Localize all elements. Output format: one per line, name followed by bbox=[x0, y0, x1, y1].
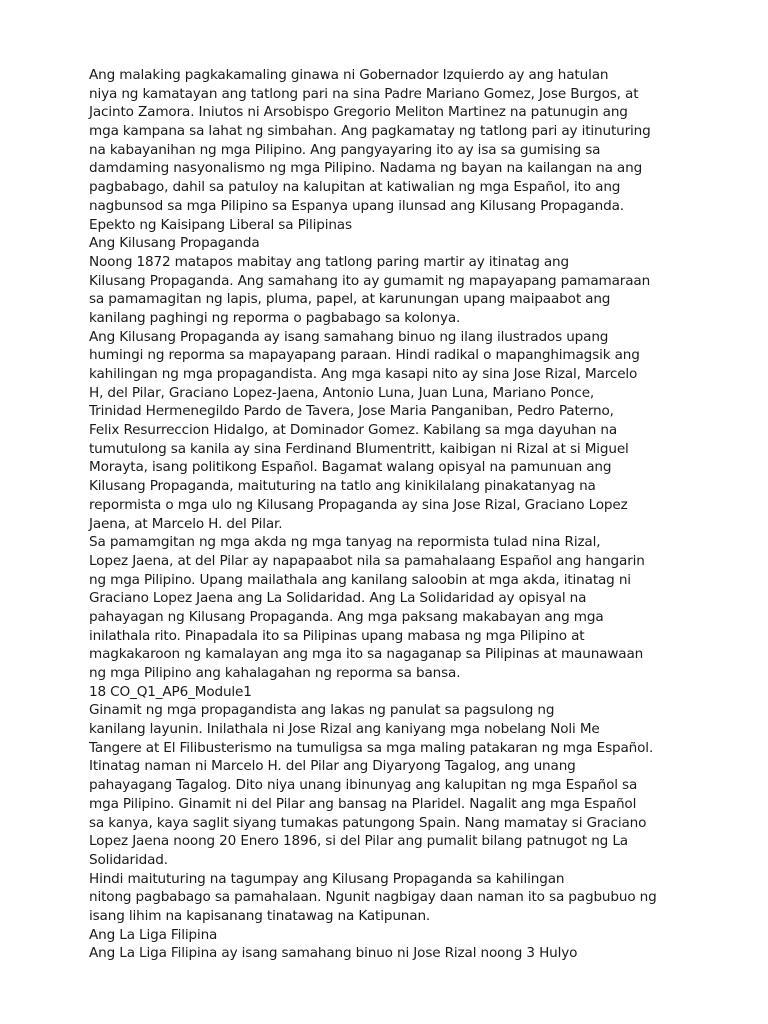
text-line: inilathala rito. Pinapadala ito sa Pilipinas upang mabasa ng mga Pilipino at bbox=[89, 627, 585, 644]
text-line: Tangere at El Filibusterismo na tumuligsa sa mga maling patakaran ng mga Español. bbox=[89, 739, 654, 756]
text-line: pagbabago, dahil sa patuloy na kalupitan at katiwalian ng mga Español, ito ang bbox=[89, 179, 621, 196]
text-line: Ang La Liga Filipina ay isang samahang binuo ni Jose Rizal noong 3 Hulyo bbox=[89, 945, 578, 962]
text-line: Solidaridad. bbox=[89, 851, 168, 868]
text-line: Lopez Jaena noong 20 Enero 1896, si del Pilar ang pumalit bilang patnugot ng La bbox=[89, 833, 628, 850]
text-line: tumutulong sa kanila ay sina Ferdinand Blumentritt, kaibigan ni Rizal at si Miguel bbox=[89, 440, 629, 457]
text-line: kahilingan ng mga propagandista. Ang mga kasapi nito ay sina Jose Rizal, Marcelo bbox=[89, 366, 638, 382]
text-line: repormista o mga ulo ng Kilusang Propaganda ay sina Jose Rizal, Graciano Lopez bbox=[89, 496, 628, 513]
text-line: sa kanya, kaya saglit siyang tumakas patungong Spain. Nang mamatay si Graciano bbox=[89, 814, 647, 831]
text-line: Jacinto Zamora. Iniutos ni Arsobispo Gregorio Meliton Martinez na patunugin ang bbox=[89, 104, 628, 121]
text-line: niya ng kamatayan ang tatlong pari na sina Padre Mariano Gomez, Jose Burgos, at bbox=[89, 85, 639, 102]
text-line: Felix Resurreccion Hidalgo, at Dominador Gomez. Kabilang sa mga dayuhan na bbox=[89, 422, 618, 439]
text-line: mga kampana sa lahat ng simbahan. Ang pagkamatay ng tatlong pari ay itinuturing bbox=[89, 123, 651, 140]
text-line: mga Pilipino. Ginamit ni del Pilar ang bansag na Plaridel. Nagalit ang mga Español bbox=[89, 795, 637, 812]
text-line: damdaming nasyonalismo ng mga Pilipino. Nadama ng bayan na kailangan na ang bbox=[89, 160, 643, 177]
text-line: nagbunsod sa mga Pilipino sa Espanya upang ilunsad ang Kilusang Propaganda. bbox=[89, 197, 624, 214]
text-line: Sa pamamgitan ng mga akda ng mga tanyag na repormista tulad nina Rizal, bbox=[89, 534, 601, 551]
text-line: magkakaroon ng kamalayan ang mga ito sa nagaganap sa Pilipinas at maunawaan bbox=[89, 646, 644, 663]
text-line: 18 CO_Q1_AP6_Module1 bbox=[89, 683, 252, 700]
text-line: kanilang layunin. Inilathala ni Jose Rizal ang kaniyang mga nobelang Noli Me bbox=[89, 721, 600, 738]
text-line: Hindi maituturing na tagumpay ang Kilusang Propaganda sa kahilingan bbox=[89, 870, 565, 887]
text-line: Trinidad Hermenegildo Pardo de Tavera, Jose Maria Panganiban, Pedro Paterno, bbox=[89, 403, 614, 420]
text-line: Morayta, isang politikong Español. Bagamat walang opisyal na pamunuan ang bbox=[89, 459, 612, 476]
text-line: ng mga Pilipino ang kahalagahan ng reporma sa bansa. bbox=[89, 665, 461, 681]
text-line: Ginamit ng mga propagandista ang lakas ng panulat sa pagsulong ng bbox=[89, 702, 555, 719]
text-line: Ang Kilusang Propaganda bbox=[89, 235, 260, 252]
text-line: Ang La Liga Filipina bbox=[89, 926, 218, 943]
text-line: Graciano Lopez Jaena ang La Solidaridad. Ang La Solidaridad ay opisyal na bbox=[89, 590, 587, 607]
text-line: nitong pagbabago sa pamahalaan. Ngunit nagbigay daan naman ito sa pagbubuo ng bbox=[89, 889, 657, 906]
text-line: na kabayanihan ng mga Pilipino. Ang pangyayaring ito ay isa sa gumising sa bbox=[89, 141, 601, 158]
text-line: ng mga Pilipino. Upang mailathala ang kanilang saloobin at mga akda, itinatag ni bbox=[89, 571, 631, 588]
text-line: Epekto ng Kaisipang Liberal sa Pilipinas bbox=[89, 216, 352, 233]
text-line: pahayagan ng Kilusang Propaganda. Ang mga paksang makabayan ang mga bbox=[89, 608, 604, 625]
text-line: Itinatag naman ni Marcelo H. del Pilar ang Diyaryong Tagalog, ang unang bbox=[89, 758, 576, 775]
text-line: pahayagang Tagalog. Dito niya unang ibinunyag ang kalupitan ng mga Español sa bbox=[89, 777, 638, 794]
text-line: Kilusang Propaganda. Ang samahang ito ay gumamit ng mapayapang pamamaraan bbox=[89, 272, 651, 289]
text-line: Ang Kilusang Propaganda ay isang samahang binuo ng ilang ilustrados upang bbox=[89, 328, 609, 345]
text-line: Ang malaking pagkakamaling ginawa ni Gobernador Izquierdo ay ang hatulan bbox=[89, 67, 609, 83]
text-line: humingi ng reporma sa mapayapang paraan. Hindi radikal o mapanghimagsik ang bbox=[89, 347, 640, 364]
document-page bbox=[89, 66, 761, 963]
text-line: sa pamamagitan ng lapis, pluma, papel, at karunungan upang maipaabot ang bbox=[89, 291, 611, 308]
text-line: Jaena, at Marcelo H. del Pilar. bbox=[89, 515, 283, 532]
text-line: Kilusang Propaganda, maituturing na tatlo ang kinikilalang pinakatanyag na bbox=[89, 478, 596, 495]
text-line: Lopez Jaena, at del Pilar ay napapaabot nila sa pamahalaang Español ang hangarin bbox=[89, 552, 645, 569]
text-line: kanilang paghingi ng reporma o pagbabago sa kolonya. bbox=[89, 309, 461, 326]
text-line: isang lihim na kapisanang tinatawag na Katipunan. bbox=[89, 907, 431, 924]
text-line: Noong 1872 matapos mabitay ang tatlong paring martir ay itinatag ang bbox=[89, 253, 569, 270]
text-line: H, del Pilar, Graciano Lopez-Jaena, Antonio Luna, Juan Luna, Mariano Ponce, bbox=[89, 384, 595, 401]
